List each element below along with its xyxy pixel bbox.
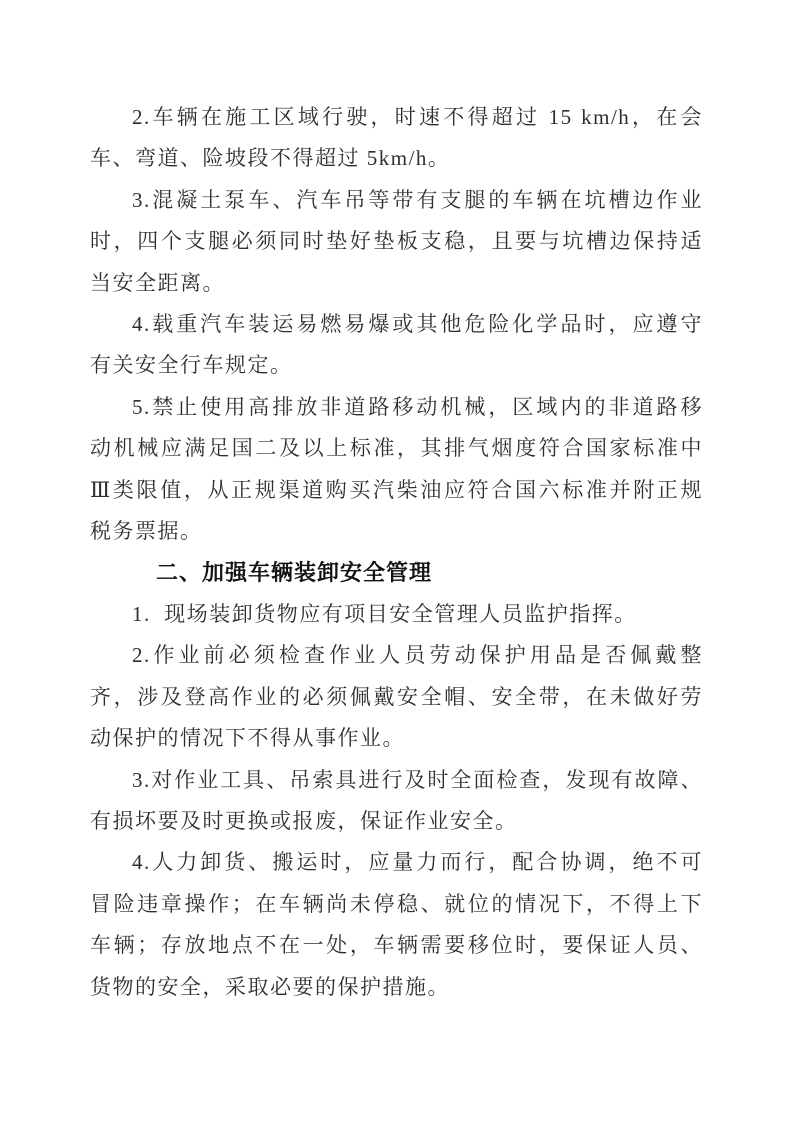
text-line: 货物的安全，采取必要的保护措施。 bbox=[90, 974, 450, 999]
text-line: 4.载重汽车装运易燃易爆或其他危险化学品时，应遵守 bbox=[132, 312, 703, 337]
text-line: 1. 现场装卸货物应有项目安全管理人员监护指挥。 bbox=[132, 601, 637, 626]
section-heading-container bbox=[90, 552, 703, 593]
text-line: 有损坏要及时更换或报废，保证作业安全。 bbox=[90, 808, 518, 833]
text-line: 车、弯道、险坡段不得超过 5km/h。 bbox=[90, 146, 451, 171]
text-line: 有关安全行车规定。 bbox=[90, 353, 293, 378]
text-line: 2.车辆在施工区域行驶，时速不得超过 15 km/h，在会 bbox=[132, 105, 703, 129]
paragraph-dangerous-goods bbox=[90, 304, 703, 387]
paragraph-outrigger-vehicles bbox=[90, 180, 703, 304]
paragraph-loading-supervision bbox=[90, 594, 703, 635]
paragraph-emission-standards bbox=[90, 387, 703, 553]
paragraph-tool-inspection bbox=[90, 760, 703, 843]
section-heading: 二、加强车辆装卸安全管理 bbox=[156, 560, 433, 586]
text-line: Ⅲ类限值，从正规渠道购买汽柴油应符合国六标准并附正规 bbox=[90, 477, 703, 502]
paragraph-manual-handling bbox=[90, 842, 703, 1008]
text-line: 2.作业前必须检查作业人员劳动保护用品是否佩戴整 bbox=[132, 643, 703, 668]
text-line: 税务票据。 bbox=[90, 519, 203, 544]
paragraph-vehicle-speed bbox=[90, 97, 703, 180]
text-line: 4.人力卸货、搬运时，应量力而行，配合协调，绝不可 bbox=[132, 850, 703, 875]
text-line: 5.禁止使用高排放非道路移动机械，区域内的非道路移 bbox=[132, 394, 703, 419]
document-content bbox=[90, 97, 703, 1008]
text-line: 时，四个支腿必须同时垫好垫板支稳，且要与坑槽边保持适 bbox=[90, 229, 703, 254]
text-line: 当安全距离。 bbox=[90, 270, 225, 295]
text-line: 车辆；存放地点不在一处，车辆需要移位时，要保证人员、 bbox=[90, 933, 703, 958]
text-line: 3.对作业工具、吊索具进行及时全面检查，发现有故障、 bbox=[132, 767, 703, 792]
text-line: 动机械应满足国二及以上标准，其排气烟度符合国家标准中 bbox=[90, 436, 703, 461]
text-line: 齐，涉及登高作业的必须佩戴安全帽、安全带，在未做好劳 bbox=[90, 684, 703, 709]
text-line: 冒险违章操作；在车辆尚未停稳、就位的情况下，不得上下 bbox=[90, 891, 703, 916]
paragraph-ppe-check bbox=[90, 635, 703, 759]
text-line: 3.混凝土泵车、汽车吊等带有支腿的车辆在坑槽边作业 bbox=[132, 187, 703, 212]
text-line: 动保护的情况下不得从事作业。 bbox=[90, 726, 405, 751]
